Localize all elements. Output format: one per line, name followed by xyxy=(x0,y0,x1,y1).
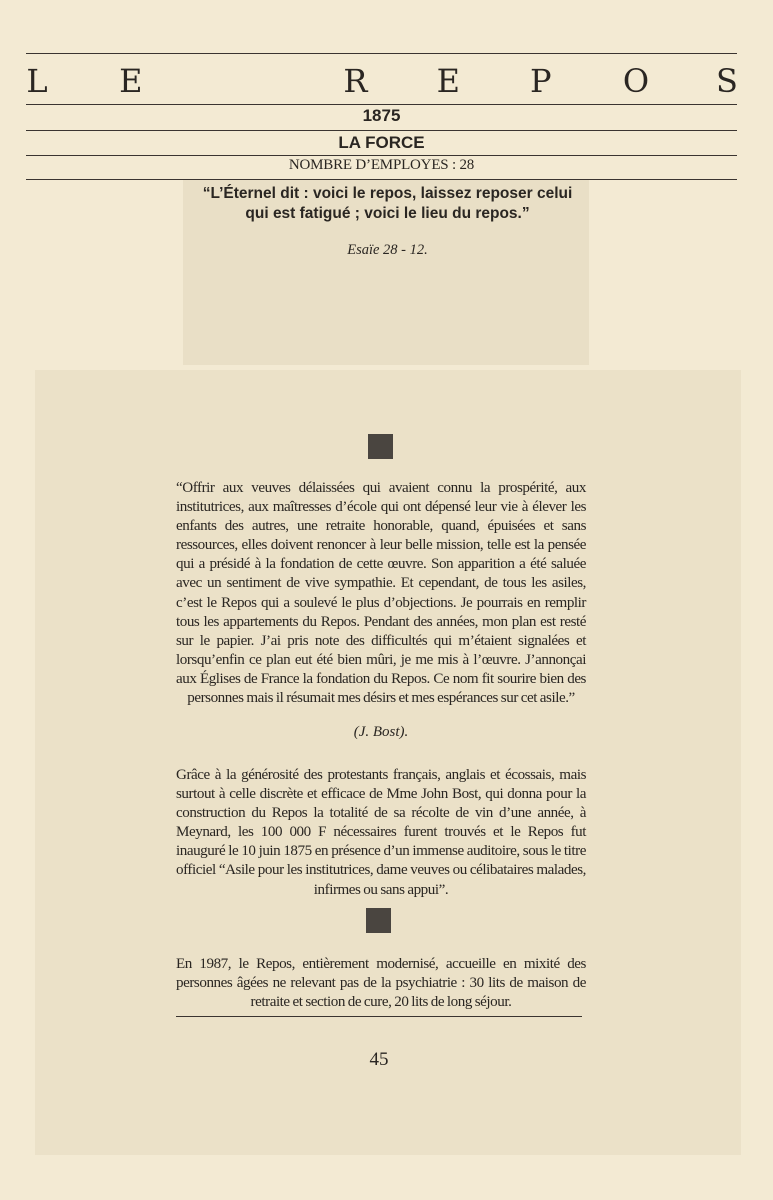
epigraph-quote: “L’Éternel dit : voici le repos, laissez reposer celui qui est fatigué ; voici le lieu du repos.” xyxy=(202,185,573,222)
bost-quote-paragraph: “Offrir aux veuves délaissées qui avaient connu la prospérité, aux institutrices, aux maîtresses d’école qui ont dépensé leur vie à élever les enfants des autres, une retraite honorable, quand, épuisées et sans ressources, elles doivent renoncer à leur belle mission, telle est la pensée qui a présidé à la fondation de cette œuvre. Son apparition a été saluée avec un sentiment de vive sympathie. Et cependant, de tous les asiles, c’est le Repos qui a soulevé le plus d’objections. Je pourrais en remplir tous les appartements du Repos. Pendant des années, mon plan est resté sur le papier. J’ai pris note des difficultés qui m’étaient signalées et lorsqu’enfin ce plan eut été bien mûri, je me mis à l’œuvre. J’annonçai aux Églises de France la fondation du Repos. Ce nom fit sourire bien des personnes mais il résumait mes désirs et mes espérances sur cet asile.” xyxy=(176,480,586,707)
title-letter: O xyxy=(622,62,650,100)
epigraph-reference: Esaïe 28 - 12. xyxy=(347,242,428,258)
place-name: LA FORCE xyxy=(338,133,425,152)
title-letter: L xyxy=(26,62,48,100)
end-rule xyxy=(176,1016,582,1017)
title-letter: P xyxy=(529,62,552,100)
page-number: 45 xyxy=(369,1049,389,1070)
section-marker xyxy=(368,434,393,459)
page-title xyxy=(26,60,738,102)
title-letter: S xyxy=(716,62,738,100)
title-letter: E xyxy=(436,62,460,100)
year-rule xyxy=(26,130,737,131)
title-letter: E xyxy=(119,62,143,100)
section-marker xyxy=(366,908,391,933)
quote-attribution: (J. Bost). xyxy=(353,724,409,740)
title-letter: R xyxy=(343,62,368,100)
top-rule xyxy=(26,53,737,54)
title-rule xyxy=(26,104,737,105)
current-status-paragraph: En 1987, le Repos, entièrement modernisé, accueille en mixité des personnes âgées ne relevant pas de la psychiatrie : 30 lits de maison de retraite et section de cure, 20 lits de long séjour. xyxy=(176,956,586,1011)
history-paragraph: Grâce à la générosité des protestants français, anglais et écossais, mais surtout à celle discrète et efficace de Mme John Bost, qui donna pour la construction du Repos la totalité de sa récolte de vin d’une année, à Meynard, les 100 000 F nécessaires furent trouvés et le Repos fut inauguré le 10 juin 1875 en présence d’un immense auditoire, sous le titre officiel “Asile pour les institutrices, dame veuves ou célibataires malades, infirmes ou sans appui”. xyxy=(176,767,586,898)
employee-count: NOMBRE D’EMPLOYES : 28 xyxy=(288,157,475,173)
founding-year: 1875 xyxy=(362,106,401,125)
place-rule xyxy=(26,155,737,156)
employees-rule xyxy=(26,179,737,180)
